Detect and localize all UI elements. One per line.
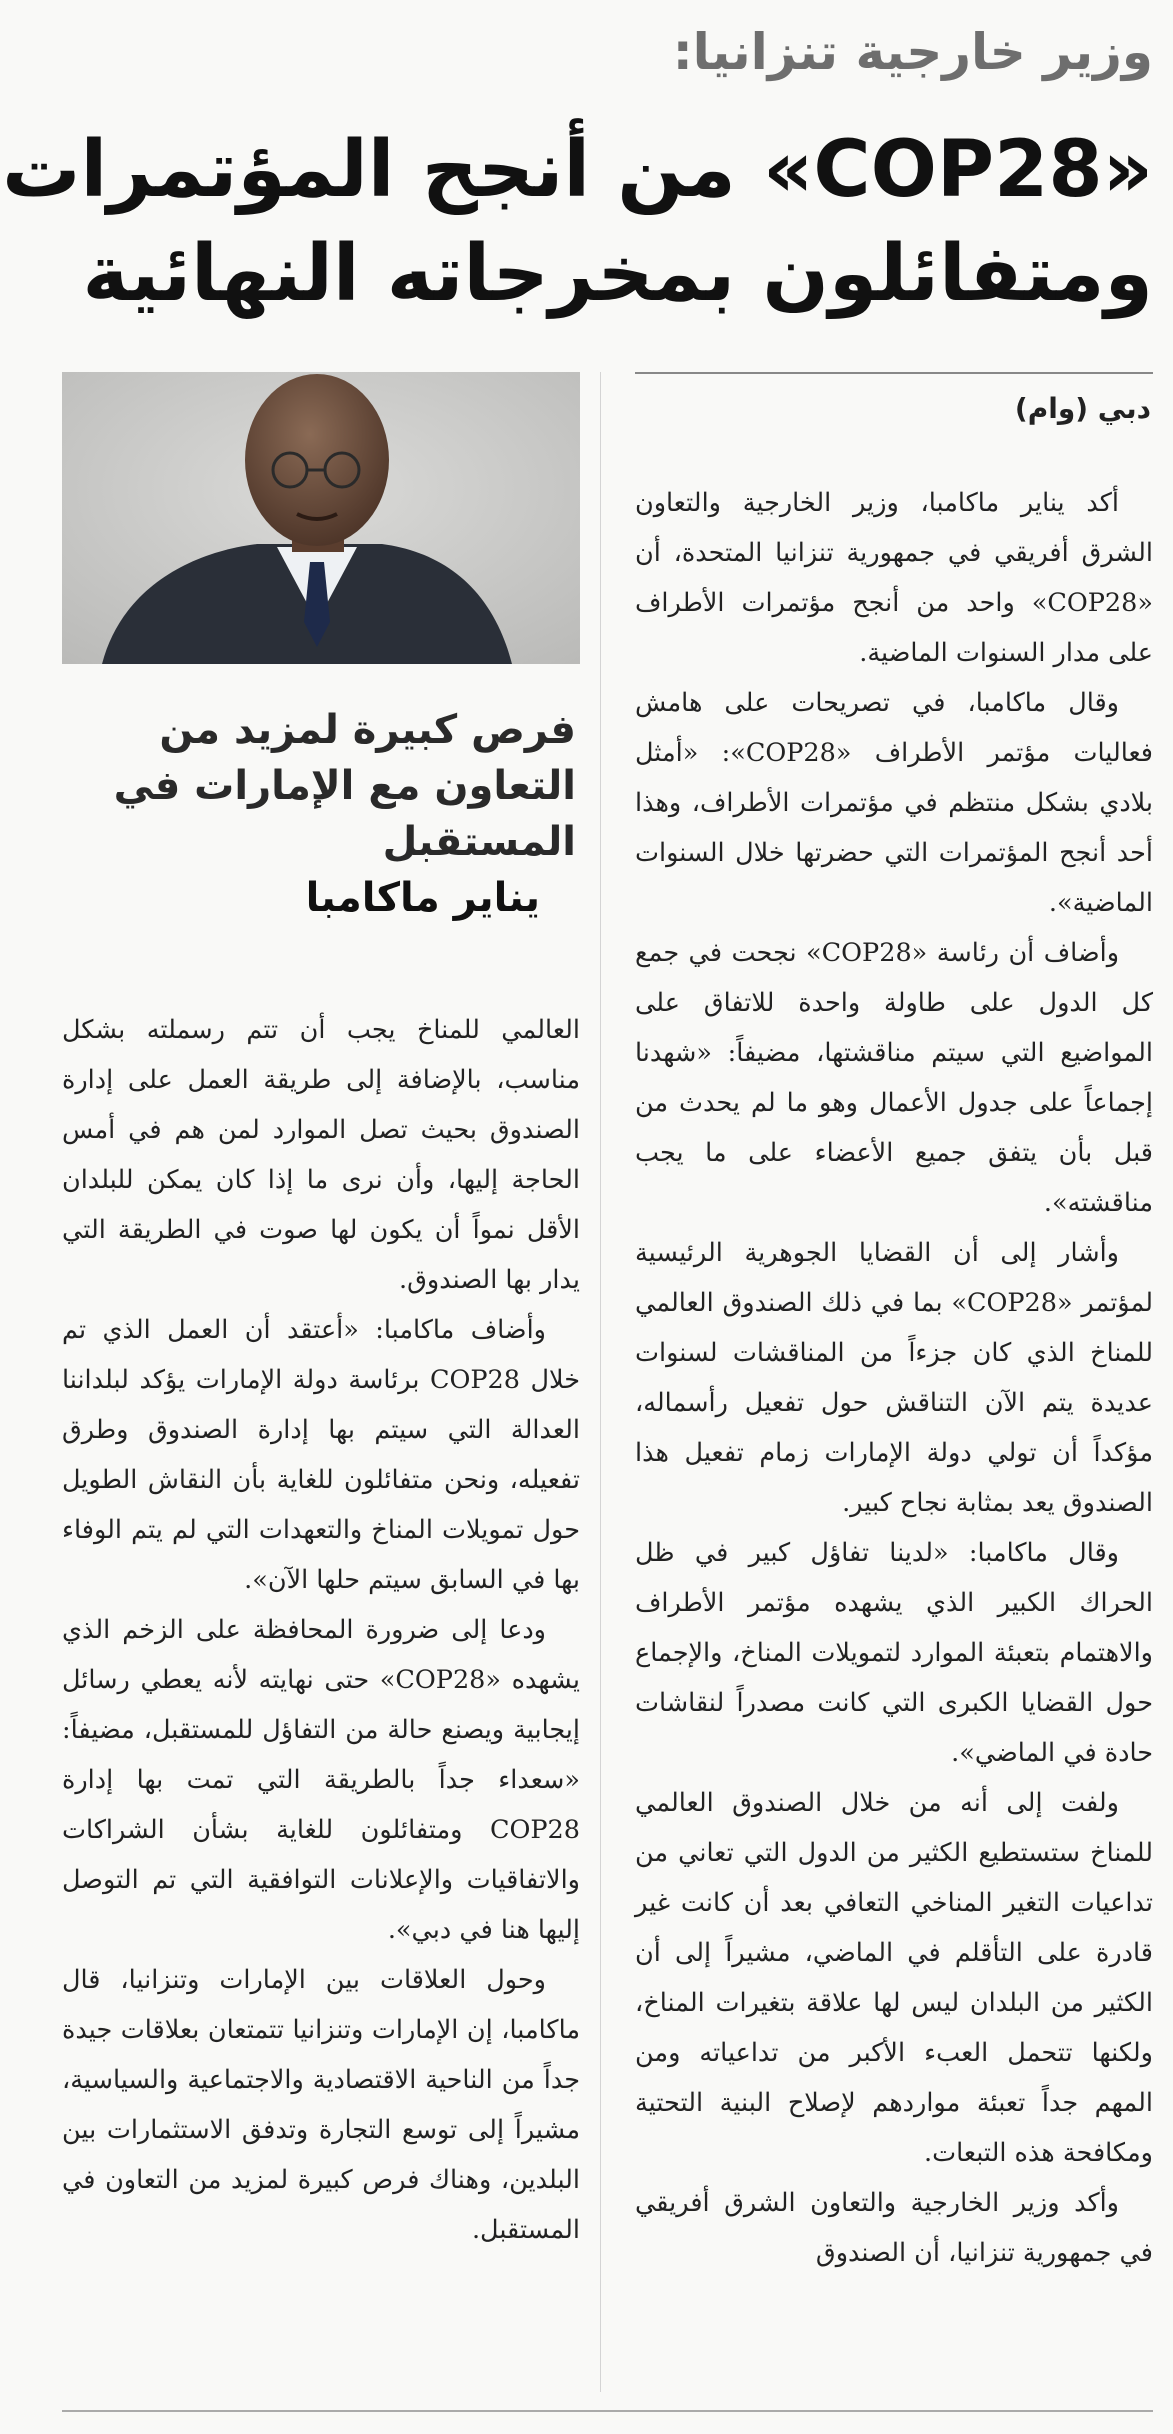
paragraph: أكد يناير ماكامبا، وزير الخارجية والتعاون الشرق أفريقي في جمهورية تنزانيا المتحدة، أن «COP28» واحد من أنجح مؤتمرات الأطراف على مدار السنوات الماضية. [635, 488, 1153, 668]
headline-line-2: ومتفائلون بمخرجاته النهائية [82, 229, 1153, 319]
paragraph: وأشار إلى أن القضايا الجوهرية الرئيسية لمؤتمر «COP28» بما في ذلك الصندوق العالمي للمناخ الذي كان جزءاً من المناقشات لسنوات عديدة يتم الآن التناقش حول تفعيل رأسماله، مؤكداً أن تولي دولة الإمارات زمام تفعيل هذا الصندوق يعد بمثابة نجاح كبير. [635, 1238, 1153, 1518]
paragraph: وحول العلاقات بين الإمارات وتنزانيا، قال ماكامبا، إن الإمارات وتنزانيا تتمتعان بعلاقات جيدة جداً من الناحية الاقتصادية والاجتماعية والسياسية، مشيراً إلى توسع التجارة وتدفق الاستثمارات بين البلدين، وهناك فرص كبيرة لمزيد من التعاون في المستقبل. [62, 1965, 580, 2245]
article-kicker: وزير خارجية تنزانيا: [672, 23, 1153, 81]
pull-quote [62, 702, 580, 924]
paragraph: وأضاف أن رئاسة «COP28» نجحت في جمع كل الدول على طاولة واحدة للاتفاق على المواضيع التي سيتم مناقشتها، مضيفاً: «شهدنا إجماعاً على جدول الأعمال وهو ما لم يحدث من قبل بأن يتفق جميع الأعضاء على ما يجب مناقشته». [635, 938, 1153, 1218]
body-column-left [62, 1005, 580, 2255]
paragraph: وقال ماكامبا، في تصريحات على هامش فعاليات مؤتمر الأطراف «COP28»: «أمثل بلادي بشكل منتظم في مؤتمرات الأطراف، وهذا أحد أنجح المؤتمرات التي حضرتها خلال السنوات الماضية». [635, 688, 1153, 918]
pull-quote-text: فرص كبيرة لمزيد من التعاون مع الإمارات في المستقبل [113, 707, 576, 865]
body-column-right [635, 478, 1153, 2278]
pull-quote-speaker: يناير ماكامبا [305, 875, 540, 921]
headline-line-1: «COP28» من أنجح المؤتمرات [2, 125, 1153, 215]
column-divider [600, 372, 601, 2392]
top-rule [635, 372, 1153, 374]
paragraph: وأضاف ماكامبا: «أعتقد أن العمل الذي تم خلال COP28 برئاسة دولة الإمارات يؤكد لبلداننا العدالة التي سيتم بها إدارة الصندوق وطرق تفعيله، ونحن متفائلون للغاية بأن النقاش الطويل حول تمويلات المناخ والتعهدات التي لم يتم الوفاء بها في السابق سيتم حلها الآن». [62, 1315, 580, 1595]
paragraph: العالمي للمناخ يجب أن تتم رسملته بشكل مناسب، بالإضافة إلى طريقة العمل على إدارة الصندوق بحيث تصل الموارد لمن هم في أمس الحاجة إليها، وأن نرى ما إذا كان يمكن للبلدان الأقل نمواً أن يكون لها صوت في الطريقة التي يدار بها الصندوق. [62, 1015, 580, 1295]
bottom-rule [62, 2410, 1153, 2412]
paragraph: ولفت إلى أنه من خلال الصندوق العالمي للمناخ ستستطيع الكثير من الدول التي تعاني من تداعيات التغير المناخي التعافي بعد أن كانت غير قادرة على التأقلم في الماضي، مشيراً إلى أن الكثير من البلدان ليس لها علاقة بتغيرات المناخ، ولكنها تتحمل العبء الأكبر من تداعياته ومن المهم جداً تعبئة مواردهم لإصلاح البنية التحتية ومكافحة هذه التبعات. [635, 1788, 1153, 2168]
paragraph: وأكد وزير الخارجية والتعاون الشرق أفريقي في جمهورية تنزانيا، أن الصندوق [635, 2188, 1153, 2268]
portrait-illustration [62, 372, 580, 664]
article-headline [2, 118, 1153, 326]
dateline: دبي (وام) [1014, 392, 1151, 425]
portrait-photo [62, 372, 580, 664]
paragraph: وقال ماكامبا: «لدينا تفاؤل كبير في ظل الحراك الكبير الذي يشهده مؤتمر الأطراف والاهتمام بتعبئة الموارد لتمويلات المناخ، والإجماع حول القضايا الكبرى التي كانت مصدراً لنقاشات حادة في الماضي». [635, 1538, 1153, 1768]
paragraph: ودعا إلى ضرورة المحافظة على الزخم الذي يشهده «COP28» حتى نهايته لأنه يعطي رسائل إيجابية ويصنع حالة من التفاؤل للمستقبل، مضيفاً: «سعداء جداً بالطريقة التي تمت بها إدارة COP28 ومتفائلون للغاية بشأن الشراكات والاتفاقيات والإعلانات التوافقية التي تم التوصل إليها هنا في دبي». [62, 1615, 580, 1945]
